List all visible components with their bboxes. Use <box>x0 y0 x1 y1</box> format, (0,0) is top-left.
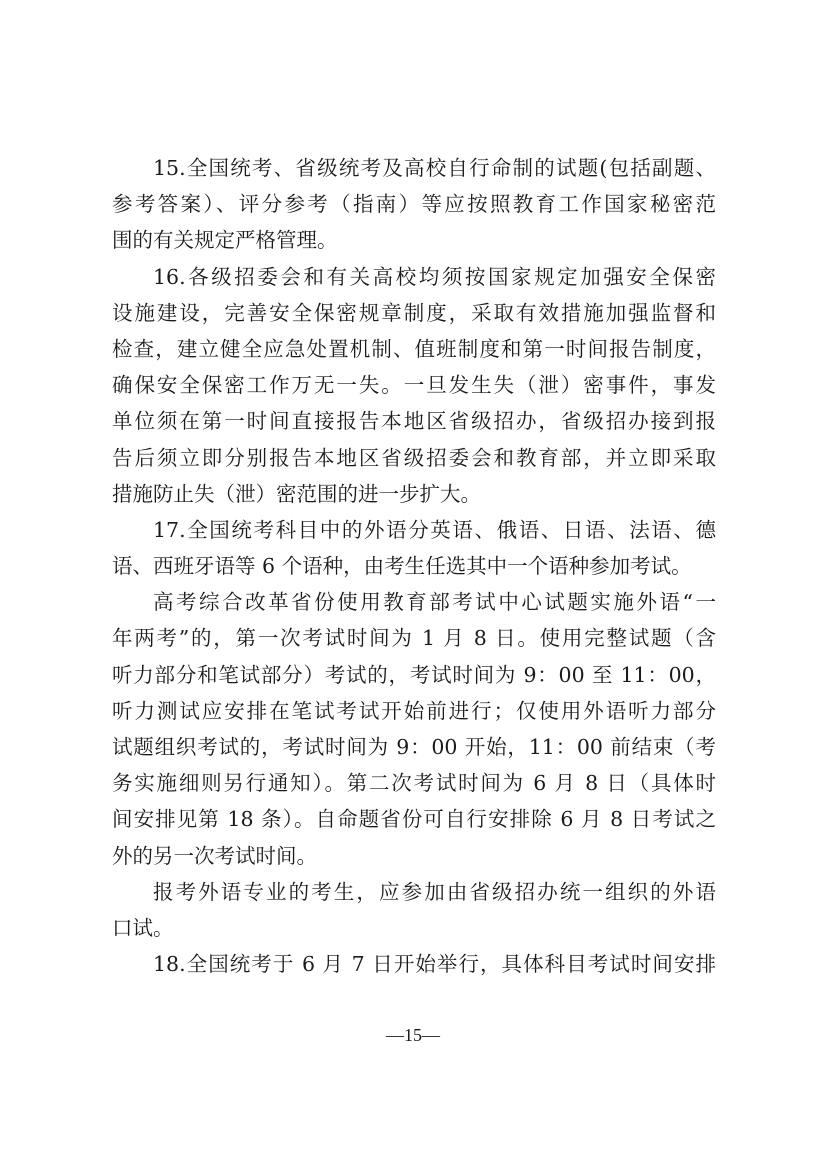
paragraph <box>112 874 716 946</box>
text-line: 单位须在第一时间直接报告本地区省级招办，省级招办接到报 <box>112 409 716 434</box>
document-body <box>112 150 716 982</box>
text-line: 外的另一次考试时间。 <box>112 843 317 868</box>
text-line: 听力测试应安排在笔试考试开始前进行；仅使用外语听力部分 <box>112 698 716 723</box>
page-number: —15— <box>386 1025 440 1045</box>
paragraph <box>112 150 716 259</box>
paragraph <box>112 259 716 512</box>
paragraph <box>112 512 716 584</box>
text-line: 检查，建立健全应急处置机制、值班制度和第一时间报告制度， <box>112 336 716 361</box>
text-line: 设施建设，完善安全保密规章制度，采取有效措施加强监督和 <box>112 300 716 325</box>
text-line: 参考答案）、评分参考（指南）等应按照教育工作国家秘密范 <box>112 192 716 217</box>
text-line: 年两考”的，第一次考试时间为 1 月 8 日。使用完整试题（含 <box>112 626 716 651</box>
text-line: 高考综合改革省份使用教育部考试中心试题实施外语“一 <box>153 590 716 615</box>
text-line: 告后须立即分别报告本地区省级招委会和教育部，并立即采取 <box>112 445 716 470</box>
paragraph <box>112 946 716 982</box>
text-line: 试题组织考试的，考试时间为 9：00 开始，11：00 前结束（考 <box>112 735 716 759</box>
text-line: 16.各级招委会和有关高校均须按国家规定加强安全保密 <box>153 264 716 289</box>
text-line: 口试。 <box>112 915 174 940</box>
paragraph <box>112 584 716 874</box>
text-line: 务实施细则另行通知）。第二次考试时间为 6 月 8 日（具体时 <box>112 771 716 796</box>
text-line: 语、西班牙语等 6 个语种，由考生任选其中一个语种参加考试。 <box>112 554 692 579</box>
text-line: 措施防止失（泄）密范围的进一步扩大。 <box>112 481 481 506</box>
text-line: 15.全国统考、省级统考及高校自行命制的试题(包括副题、 <box>153 156 716 180</box>
text-line: 18.全国统考于 6 月 7 日开始举行，具体科目考试时间安排 <box>153 952 716 977</box>
text-line: 听力部分和笔试部分）考试的，考试时间为 9：00 至 11：00， <box>112 662 716 687</box>
text-line: 报考外语专业的考生，应参加由省级招办统一组织的外语 <box>153 879 716 904</box>
text-line: 围的有关规定严格管理。 <box>112 228 338 253</box>
text-line: 17.全国统考科目中的外语分英语、俄语、日语、法语、德 <box>153 517 716 542</box>
text-line: 间安排见第 18 条）。自命题省份可自行安排除 6 月 8 日考试之 <box>112 807 716 832</box>
text-line: 确保安全保密工作万无一失。一旦发生失（泄）密事件，事发 <box>112 373 716 398</box>
